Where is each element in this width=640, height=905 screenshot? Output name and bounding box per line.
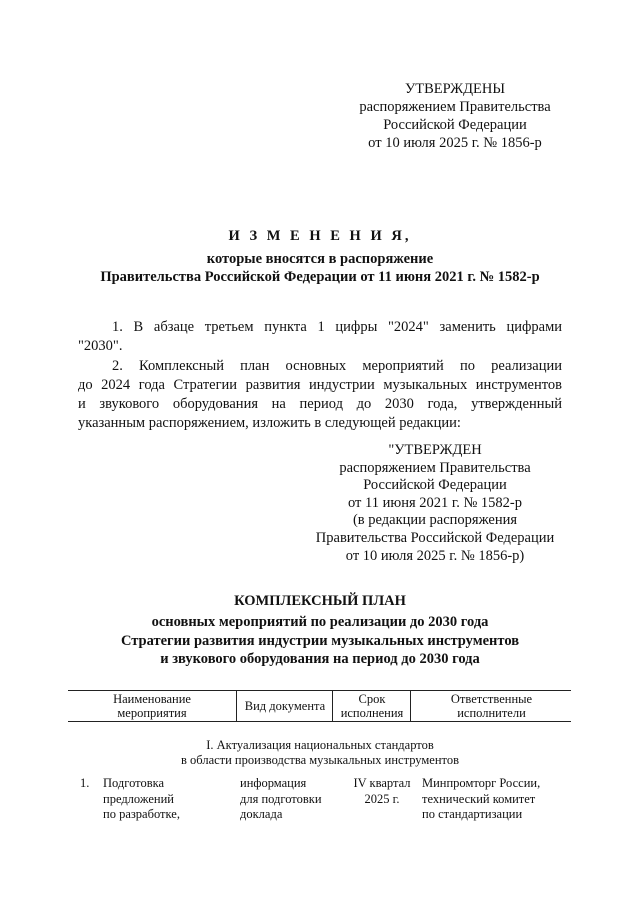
cell-line: информация <box>240 776 307 790</box>
approval-line: от 10 июля 2025 г. № 1856-р <box>368 135 542 151</box>
header-cell-line: мероприятия <box>117 706 187 720</box>
quoted-approval-line: Правительства Российской Федерации <box>315 529 555 546</box>
cell-line: по разработке, <box>103 807 180 821</box>
changes-subtitle-line: Правительства Российской Федерации от 11 июня 2021 г. № 1582-р <box>100 269 540 285</box>
quoted-approval-line: "УТВЕРЖДЕН <box>388 442 482 458</box>
row-name-cell <box>103 776 223 823</box>
quoted-approval-line: от 11 июня 2021 г. № 1582-р <box>348 494 522 511</box>
paragraph-line: 2. Комплексный план основных мероприятий по реализации <box>112 358 562 374</box>
quoted-approval-line: Российской Федерации <box>363 477 507 494</box>
header-cell-term <box>332 691 411 721</box>
cell-line: Подготовка <box>103 776 165 790</box>
header-cell-name <box>68 691 236 721</box>
section-title-line: I. Актуализация национальных стандартов <box>206 738 434 752</box>
paragraph-line: указанным распоряжением, изложить в следующей редакции: <box>78 415 461 431</box>
row-responsible-cell <box>422 776 572 823</box>
changes-subtitle-line: которые вносятся в распоряжение <box>206 251 434 267</box>
paragraph-line: до 2024 года Стратегии развития индустрии музыкальных инструментов <box>78 377 562 393</box>
header-cell-line: Вид документа <box>244 699 326 713</box>
row-number: 1. <box>80 776 90 790</box>
paragraph-line: и звукового оборудования на период до 2030 года, утвержденный <box>78 396 562 412</box>
header-cell-line: Срок <box>358 692 386 706</box>
paragraph-line: "2030". <box>78 338 123 354</box>
section-title-line: в области производства музыкальных инструментов <box>181 753 459 767</box>
quoted-approval-line: (в редакции распоряжения <box>352 512 518 529</box>
plan-subtitle-line: и звукового оборудования на период до 2030 года <box>160 651 480 667</box>
changes-title: И З М Е Н Е Н И Я, <box>228 228 412 244</box>
header-cell-doc-type <box>236 691 333 721</box>
header-cell-line: исполнения <box>340 706 404 720</box>
approval-heading: УТВЕРЖДЕНЫ <box>404 81 506 97</box>
header-cell-responsible <box>410 691 572 721</box>
approval-line: Российской Федерации <box>383 117 527 133</box>
row-doc-cell <box>240 776 340 823</box>
approval-stamp <box>350 80 560 152</box>
plan-subtitle-line: Стратегии развития индустрии музыкальных инструментов <box>120 632 520 649</box>
plan-table <box>68 690 571 722</box>
cell-line: IV квартал <box>353 776 411 790</box>
header-cell-line: Наименование <box>113 692 191 706</box>
plan-title: КОМПЛЕКСНЫЙ ПЛАН <box>234 593 406 609</box>
cell-line: предложений <box>103 791 174 806</box>
header-cell-line: исполнители <box>457 706 526 720</box>
paragraph-line: 1. В абзаце третьем пункта 1 цифры "2024" заменить цифрами <box>112 319 562 335</box>
cell-line: доклада <box>240 807 283 821</box>
changes-subtitle <box>0 250 640 286</box>
table-section-title <box>0 738 640 768</box>
approval-line: распоряжением Правительства <box>359 99 551 115</box>
cell-line: технический комитет <box>422 791 536 806</box>
header-cell-line: Ответственные <box>450 692 533 706</box>
paragraph-2 <box>78 357 562 433</box>
cell-line: Минпромторг России, <box>422 776 541 790</box>
table-header <box>68 690 571 722</box>
quoted-approval-line: распоряжением Правительства <box>339 459 531 476</box>
plan-subtitle <box>0 613 640 669</box>
quoted-approval-stamp <box>300 442 570 565</box>
plan-subtitle-line: основных мероприятий по реализации до 2030 года <box>151 614 489 630</box>
row-term-cell <box>343 776 421 807</box>
cell-line: 2025 г. <box>364 791 400 806</box>
paragraph-1 <box>78 318 562 356</box>
cell-line: для подготовки <box>240 791 322 806</box>
cell-line: по стандартизации <box>422 807 523 821</box>
quoted-approval-line: от 10 июля 2025 г. № 1856-р) <box>345 547 525 564</box>
